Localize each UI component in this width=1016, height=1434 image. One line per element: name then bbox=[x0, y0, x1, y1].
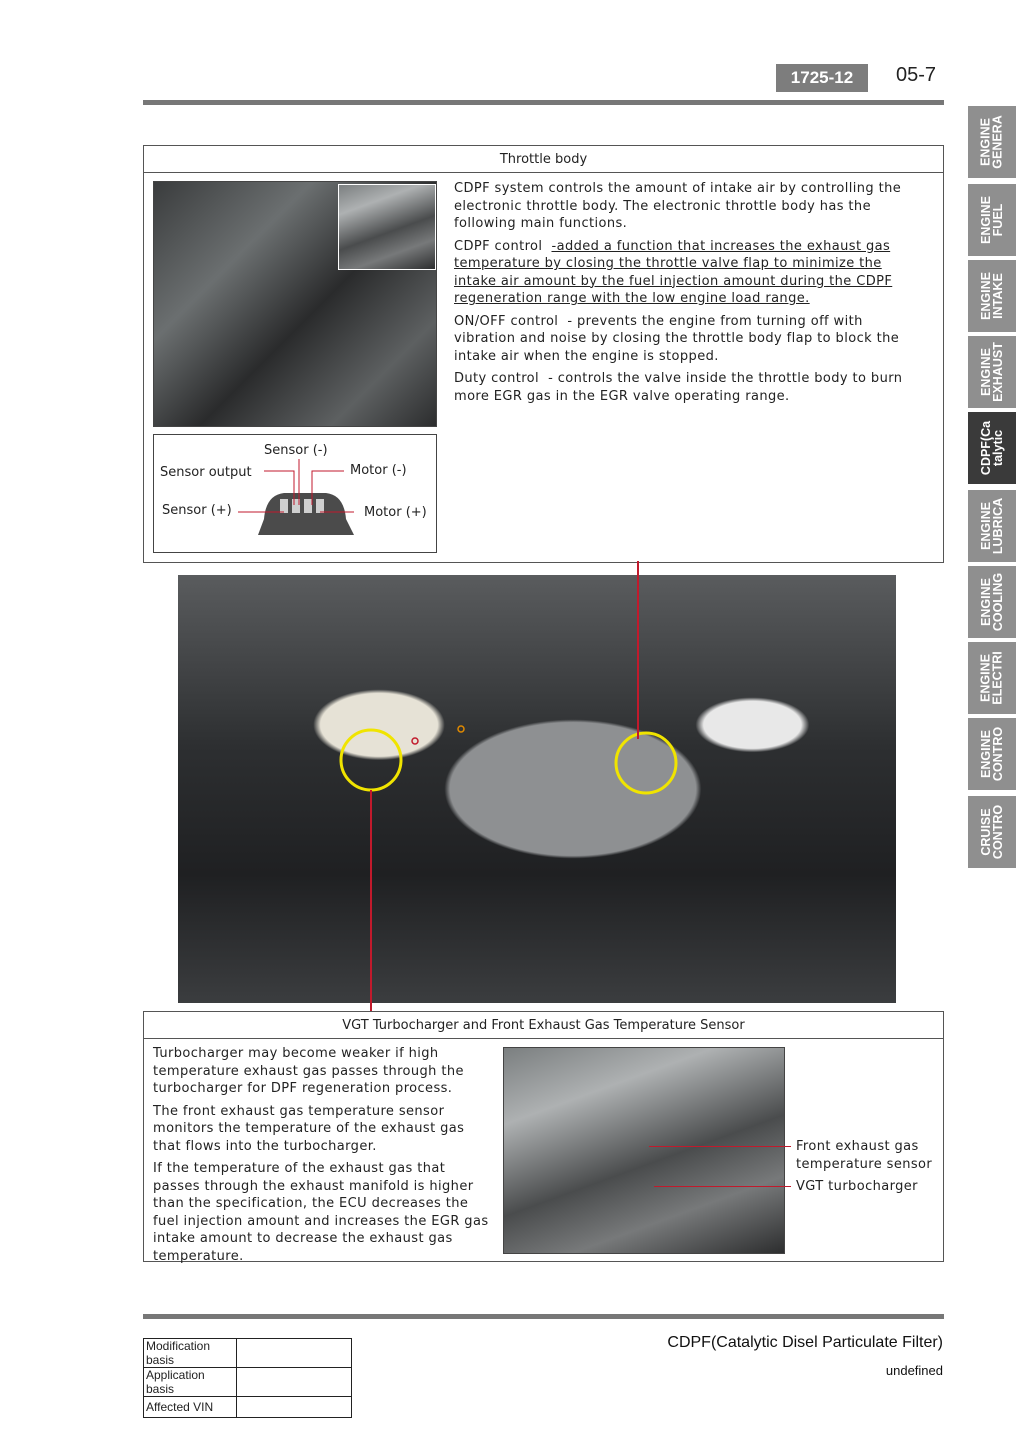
vgt-turbo-title: VGT Turbocharger and Front Exhaust Gas Temperature Sensor bbox=[144, 1012, 943, 1039]
connector-diagram bbox=[153, 434, 437, 553]
label-sensor-plus: Sensor (+) bbox=[162, 503, 232, 518]
side-tab-engine-intake[interactable]: ENGINE INTAKE bbox=[968, 260, 1016, 332]
side-tab-engine-general[interactable]: ENGINE GENERA bbox=[968, 106, 1016, 178]
vgt-paragraph-2: The front exhaust gas temperature sensor monitors the temperature of the exhaust gas that flows into the turbocharger. bbox=[153, 1103, 465, 1154]
footer-section-subtitle: undefined bbox=[885, 1363, 943, 1378]
side-tab-engine-cooling[interactable]: ENGINE COOLING bbox=[968, 566, 1016, 638]
turbo-callout-line bbox=[370, 790, 372, 1012]
modification-table bbox=[143, 1338, 352, 1418]
affected-vin-label: Affected VIN bbox=[144, 1397, 237, 1418]
throttle-body-title: Throttle body bbox=[144, 146, 943, 173]
side-tab-engine-lubrication[interactable]: ENGINE LUBRICA bbox=[968, 490, 1016, 562]
cdpf-control-text: -added a function that increases the exhaust gas temperature by closing the throttle valve flap to minimize the intake air amount by the fuel injection amount during the CDPF regeneration range with the low engine load range. bbox=[454, 238, 893, 306]
throttle-body-description bbox=[454, 180, 928, 410]
application-basis-label: Application basis bbox=[144, 1368, 237, 1397]
side-tab-engine-electrical[interactable]: ENGINE ELECTRI bbox=[968, 642, 1016, 714]
side-tab-cdpf[interactable]: CDPF(Ca talytic bbox=[968, 412, 1016, 484]
throttle-body-inset-photo bbox=[338, 184, 436, 270]
engine-bay-photo bbox=[178, 575, 896, 1003]
label-sensor-output: Sensor output bbox=[160, 465, 252, 480]
side-tab-engine-control[interactable]: ENGINE CONTRO bbox=[968, 718, 1016, 790]
engine-bay-markers bbox=[178, 575, 896, 1003]
vgt-description bbox=[153, 1045, 489, 1270]
footer-section-title: CDPF(Catalytic Disel Particulate Filter) bbox=[667, 1334, 943, 1351]
throttle-paragraph-duty: Duty control - controls the valve inside the throttle body to burn more EGR gas in the EGR valve operating range. bbox=[454, 371, 903, 404]
modification-basis-value bbox=[237, 1339, 352, 1368]
vgt-turbo-box bbox=[143, 1011, 944, 1262]
side-tab-engine-exhaust[interactable]: ENGINE EXHAUST bbox=[968, 336, 1016, 408]
turbocharger-photo bbox=[503, 1047, 785, 1254]
throttle-paragraph-cdpf: CDPF control -added a function that increases the exhaust gas temperature by closing the throttle valve flap to minimize the intake air amount by the fuel injection amount during the CDPF regeneration range with the low engine load range. bbox=[454, 238, 893, 306]
sensor-leader-line bbox=[649, 1146, 791, 1147]
label-vgt-turbocharger: VGT turbocharger bbox=[796, 1179, 918, 1194]
throttle-body-box bbox=[143, 145, 944, 563]
side-tab-engine-fuel[interactable]: ENGINE FUEL bbox=[968, 184, 1016, 256]
footer-divider bbox=[143, 1314, 944, 1319]
affected-vin-value bbox=[237, 1397, 352, 1418]
label-motor-minus: Motor (-) bbox=[350, 463, 407, 478]
throttle-paragraph-onoff: ON/OFF control - prevents the engine from turning off with vibration and noise by closing the throttle body flap to block the intake air when the engine is stopped. bbox=[454, 313, 900, 364]
label-sensor-minus: Sensor (-) bbox=[264, 443, 328, 458]
page-number: 05-7 bbox=[896, 64, 937, 86]
application-basis-value bbox=[237, 1368, 352, 1397]
header-divider bbox=[143, 100, 944, 105]
connector-drawing bbox=[154, 435, 436, 552]
throttle-callout-line bbox=[637, 561, 639, 739]
throttle-body-photo bbox=[153, 181, 437, 427]
document-code-badge: 1725-12 bbox=[776, 64, 868, 92]
side-tab-cruise-control[interactable]: CRUISE CONTRO bbox=[968, 796, 1016, 868]
turbo-leader-line bbox=[654, 1186, 791, 1187]
label-motor-plus: Motor (+) bbox=[364, 505, 427, 520]
throttle-paragraph-1: CDPF system controls the amount of intake air by controlling the electronic throttle body. The electronic throttle body has the following main functions. bbox=[454, 181, 902, 231]
vgt-paragraph-3: If the temperature of the exhaust gas that passes through the exhaust manifold is higher than the specification, the ECU decreases the fuel injection amount and increases the EGR gas intake amount to decrease the exhaust gas temperature. bbox=[153, 1161, 489, 1264]
label-front-exhaust-sensor: Front exhaust gas temperature sensor bbox=[796, 1139, 933, 1172]
vgt-paragraph-1: Turbocharger may become weaker if high temperature exhaust gas passes through the turbocharger for DPF regeneration process. bbox=[153, 1046, 464, 1096]
modification-basis-label: Modification basis bbox=[144, 1339, 237, 1368]
